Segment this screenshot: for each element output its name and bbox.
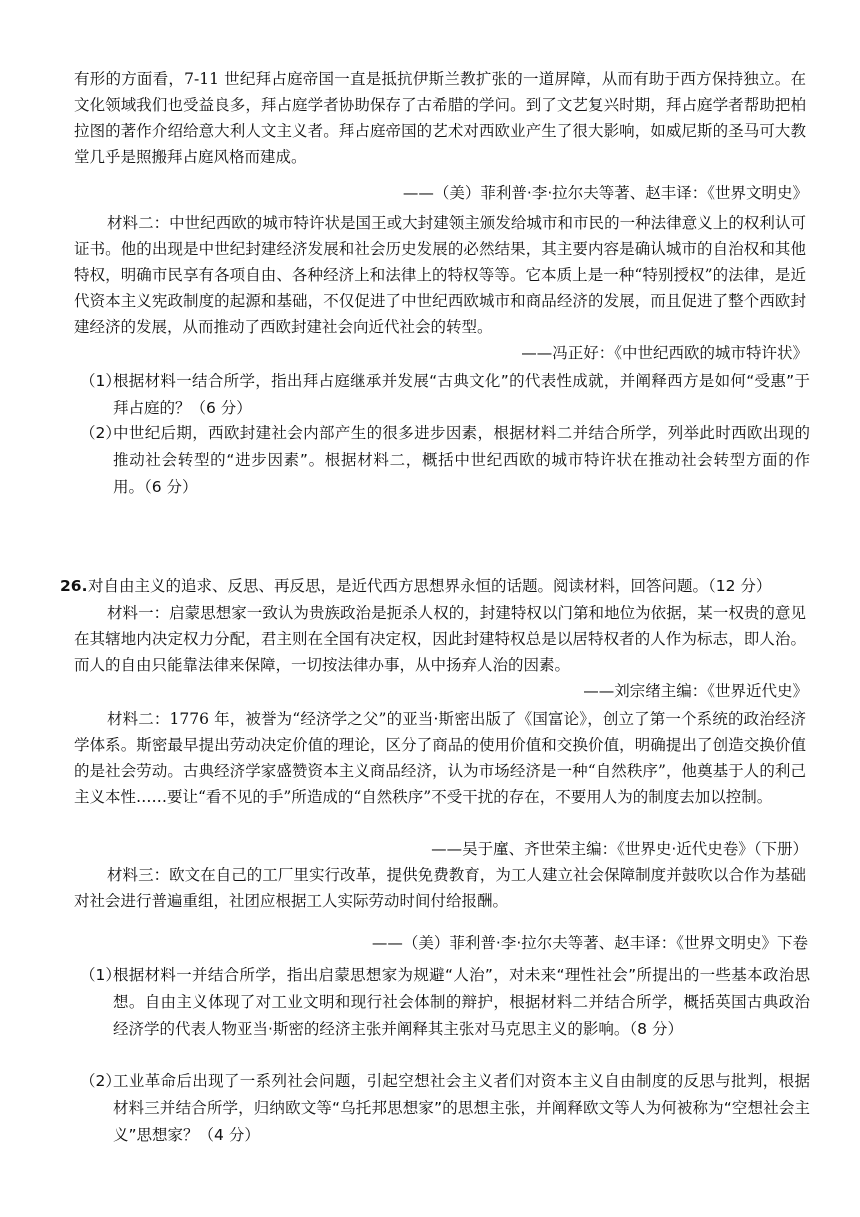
- q26-sub2-number: （2）: [80, 1072, 121, 1090]
- q25-material2: 材料二：中世纪西欧的城市特许状是国王或大封建领主颁发给城市和市民的一种法律意义上的权利认可证书。他的出现是中世纪封建经济发展和社会历史发展的必然结果，其主要内容是确认城市的自治权和其他特权，明确市民享有各项自由、各种经济上和法律上的特权等等。它本质上是一种“特别授权”的法律，是近代资本主义宪政制度的起源和基础，不仅促进了中世纪西欧城市和商品经济的发展，而且促进了整个西欧封建经济的发展，从而推动了西欧封建社会向近代社会的转型。: [74, 214, 806, 336]
- q25-sub1-text: 根据材料一结合所学，指出拜占庭继承并发展“古典文化”的代表性成就，并阐释西方是如何“受惠”于拜占庭的？（6 分）: [113, 372, 810, 417]
- q26-subquestion-1: [80, 962, 810, 1043]
- q26-sub1-text: 根据材料一并结合所学，指出启蒙思想家为规避“人治”，对未来“理性社会”所提出的一些基本政治思想。自由主义体现了对工业文明和现行社会体制的辩护，根据材料二并结合所学，概括英国古典政治经济学的代表人物亚当·斯密的经济主张并阐释其主张对马克思主义的影响。（8 分）: [113, 966, 810, 1038]
- q26-source-3: ——（美）菲利普·李·拉尔夫等著、赵丰译：《世界文明史》下卷: [371, 934, 808, 952]
- q25-material1-continuation: 有形的方面看，7-11 世纪拜占庭帝国一直是抵抗伊斯兰教扩张的一道屏障，从而有助于西方保持独立。在文化领域我们也受益良多，拜占庭学者协助保存了古希腊的学问。到了文艺复兴时期，拜占庭学者帮助把柏拉图的著作介绍给意大利人文主义者。拜占庭帝国的艺术对西欧业产生了很大影响，如威尼斯的圣马可大教堂几乎是照搬拜占庭风格而建成。: [74, 70, 806, 166]
- q26-heading: [60, 573, 820, 599]
- q25-sub2-text: 中世纪后期，西欧封建社会内部产生的很多进步因素，根据材料二并结合所学，列举此时西欧出现的推动社会转型的“进步因素”。根据材料二，概括中世纪西欧的城市特许状在推动社会转型方面的作用。（6 分）: [113, 424, 810, 496]
- q25-source-1: ——（美）菲利普·李·拉尔夫等著、赵丰译：《世界文明史》: [402, 184, 808, 202]
- q26-intro: 对自由主义的追求、反思、再反思，是近代西方思想界永恒的话题。阅读材料，回答问题。（12 分）: [88, 577, 772, 595]
- q25-sub2-number: （2）: [80, 424, 121, 442]
- q26-sub1-number: （1）: [80, 966, 121, 984]
- q25-subquestion-1: [80, 368, 810, 422]
- q25-subquestion-2: [80, 420, 810, 501]
- q26-source-2: ——吴于廑、齐世荣主编：《世界史·近代史卷》（下册）: [431, 840, 808, 858]
- q26-sub2-text: 工业革命后出现了一系列社会问题，引起空想社会主义者们对资本主义自由制度的反思与批判，根据材料三并结合所学，归纳欧文等“乌托邦思想家”的思想主张，并阐释欧文等人为何被称为“空想社会主义”思想家？（4 分）: [113, 1072, 810, 1144]
- q26-source-1: ——刘宗绪主编：《世界近代史》: [583, 682, 808, 700]
- q25-sub1-number: （1）: [80, 372, 121, 390]
- q26-material1: 材料一：启蒙思想家一致认为贵族政治是扼杀人权的，封建特权以门第和地位为依据，某一权贵的意见在其辖地内决定权力分配，君主则在全国有决定权，因此封建特权总是以居特权者的人作为标志，即人治。而人的自由只能靠法律来保障，一切按法律办事，从中扬弃人治的因素。: [74, 604, 806, 674]
- q26-number: 26.: [60, 577, 88, 595]
- q26-subquestion-2: [80, 1068, 810, 1149]
- q26-material3: 材料三：欧文在自己的工厂里实行改革，提供免费教育，为工人建立社会保障制度并鼓吹以合作为基础对社会进行普遍重组，社团应根据工人实际劳动时间付给报酬。: [74, 866, 806, 910]
- q25-source-2: ——冯正好：《中世纪西欧的城市特许状》: [521, 344, 808, 362]
- q26-material2: 材料二：1776 年，被誉为“经济学之父”的亚当·斯密出版了《国富论》，创立了第一个系统的政治经济学体系。斯密最早提出劳动决定价值的理论，区分了商品的使用价值和交换价值，明确提出了创造交换价值的是社会劳动。古典经济学家盛赞资本主义商品经济，认为市场经济是一种“自然秩序”，他奠基于人的利己主义本性……要让“看不见的手”所造成的“自然秩序”不受干扰的存在，不要用人为的制度去加以控制。: [74, 710, 806, 806]
